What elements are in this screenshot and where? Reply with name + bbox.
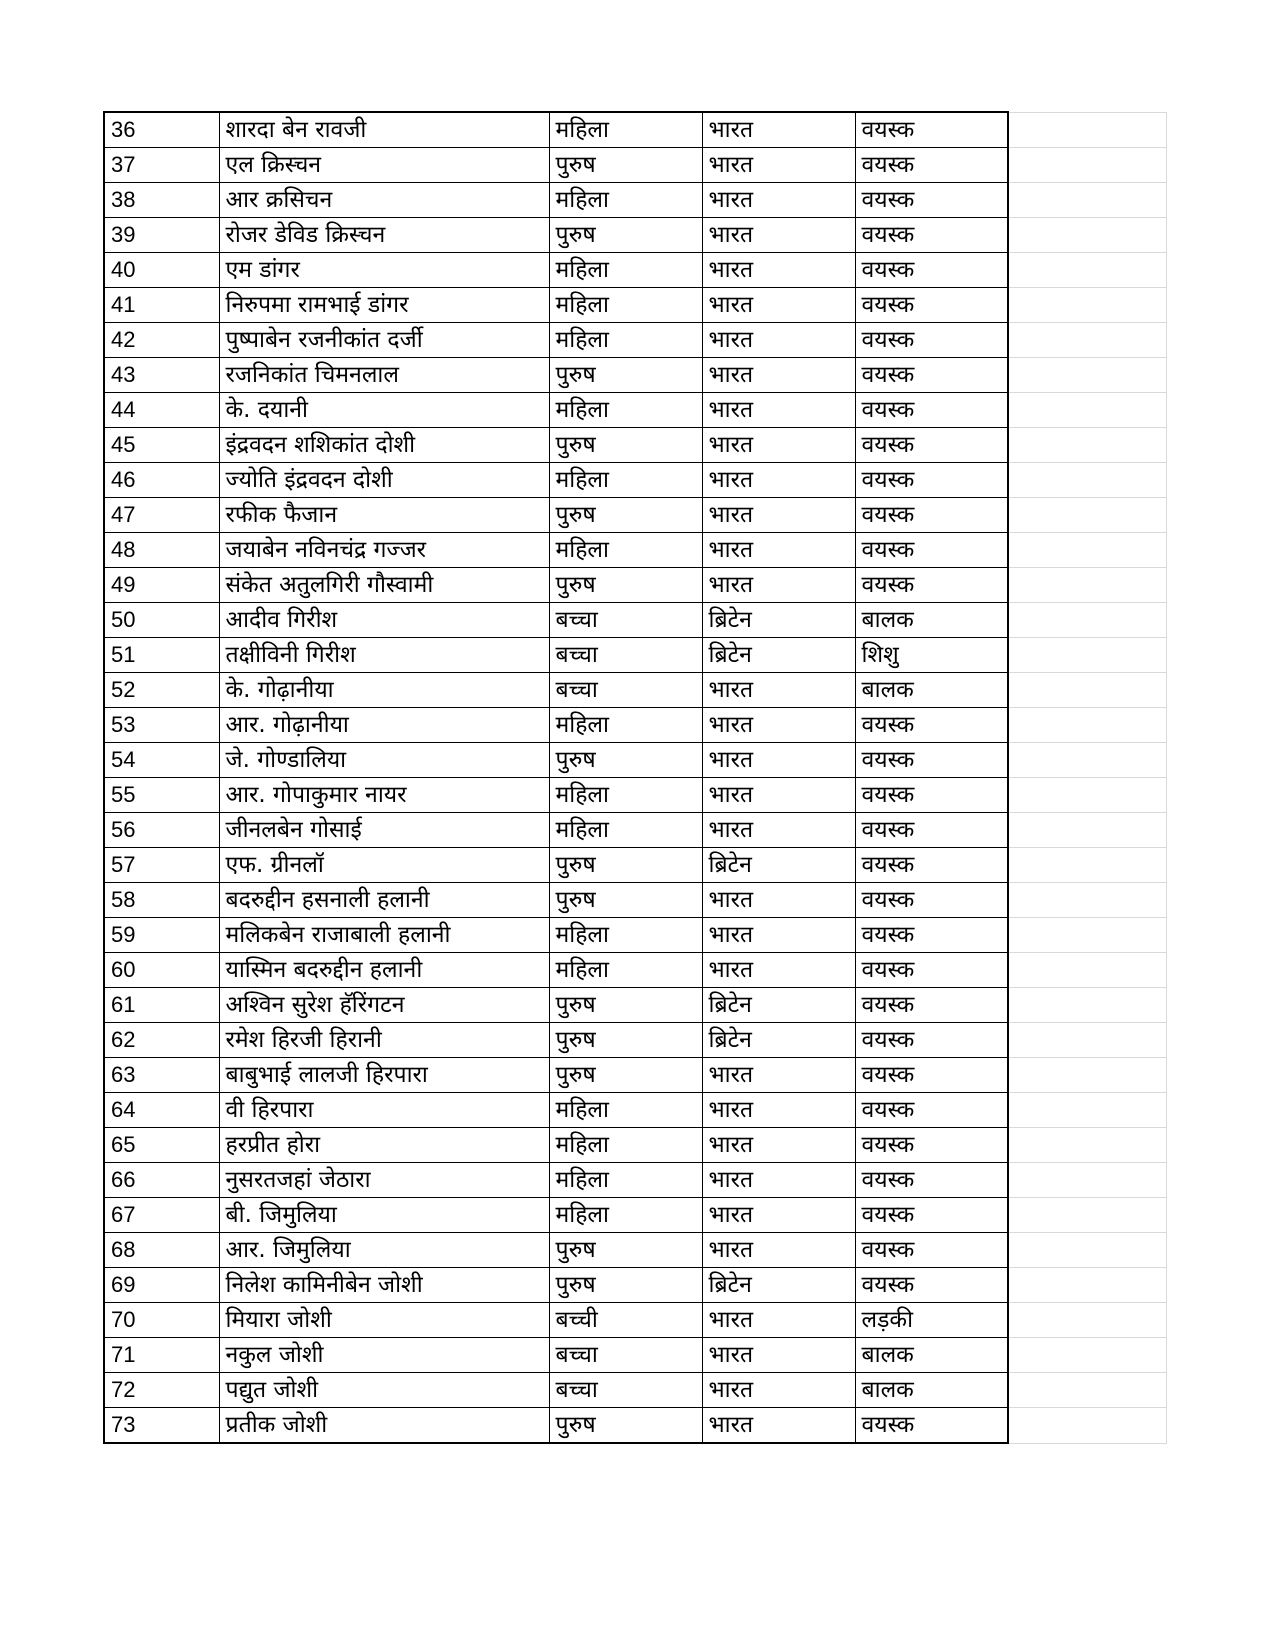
name-cell: वी हिरपारा: [219, 1093, 549, 1128]
table-row: [104, 323, 1166, 358]
empty-cell: [1008, 183, 1166, 218]
country-cell: भारत: [702, 1058, 855, 1093]
table-row: [104, 218, 1166, 253]
age-group-cell: वयस्क: [855, 183, 1008, 218]
serial-number-cell: 39: [104, 218, 219, 253]
country-cell: भारत: [702, 673, 855, 708]
age-group-cell: वयस्क: [855, 1233, 1008, 1268]
age-group-cell: वयस्क: [855, 1058, 1008, 1093]
country-cell: भारत: [702, 1408, 855, 1444]
table-row: [104, 393, 1166, 428]
country-cell: भारत: [702, 253, 855, 288]
country-cell: ब्रिटेन: [702, 848, 855, 883]
gender-cell: पुरुष: [549, 1268, 702, 1303]
country-cell: भारत: [702, 463, 855, 498]
serial-number-cell: 57: [104, 848, 219, 883]
country-cell: भारत: [702, 183, 855, 218]
serial-number-cell: 59: [104, 918, 219, 953]
gender-cell: महिला: [549, 953, 702, 988]
serial-number-cell: 47: [104, 498, 219, 533]
table-row: [104, 603, 1166, 638]
name-cell: संकेत अतुलगिरी गौस्वामी: [219, 568, 549, 603]
serial-number-cell: 69: [104, 1268, 219, 1303]
serial-number-cell: 50: [104, 603, 219, 638]
empty-cell: [1008, 288, 1166, 323]
gender-cell: महिला: [549, 778, 702, 813]
name-cell: एल क्रिस्चन: [219, 148, 549, 183]
name-cell: एम डांगर: [219, 253, 549, 288]
serial-number-cell: 46: [104, 463, 219, 498]
age-group-cell: शिशु: [855, 638, 1008, 673]
serial-number-cell: 53: [104, 708, 219, 743]
country-cell: भारत: [702, 708, 855, 743]
serial-number-cell: 41: [104, 288, 219, 323]
country-cell: ब्रिटेन: [702, 638, 855, 673]
empty-cell: [1008, 358, 1166, 393]
gender-cell: पुरुष: [549, 148, 702, 183]
serial-number-cell: 56: [104, 813, 219, 848]
empty-cell: [1008, 778, 1166, 813]
empty-cell: [1008, 1338, 1166, 1373]
age-group-cell: वयस्क: [855, 988, 1008, 1023]
gender-cell: पुरुष: [549, 743, 702, 778]
table-row: [104, 1408, 1166, 1444]
empty-cell: [1008, 1128, 1166, 1163]
country-cell: ब्रिटेन: [702, 603, 855, 638]
country-cell: भारत: [702, 1163, 855, 1198]
country-cell: भारत: [702, 1093, 855, 1128]
country-cell: भारत: [702, 778, 855, 813]
table-row: [104, 1093, 1166, 1128]
serial-number-cell: 62: [104, 1023, 219, 1058]
table-row: [104, 778, 1166, 813]
table-row: [104, 638, 1166, 673]
empty-cell: [1008, 883, 1166, 918]
empty-cell: [1008, 253, 1166, 288]
name-cell: एफ. ग्रीनलॉ: [219, 848, 549, 883]
serial-number-cell: 55: [104, 778, 219, 813]
gender-cell: महिला: [549, 253, 702, 288]
name-cell: जे. गोण्डालिया: [219, 743, 549, 778]
age-group-cell: वयस्क: [855, 253, 1008, 288]
gender-cell: बच्चा: [549, 1338, 702, 1373]
empty-cell: [1008, 1408, 1166, 1444]
table-row: [104, 1058, 1166, 1093]
name-cell: आर. गोपाकुमार नायर: [219, 778, 549, 813]
table-row: [104, 743, 1166, 778]
gender-cell: महिला: [549, 323, 702, 358]
age-group-cell: बालक: [855, 1373, 1008, 1408]
name-cell: रजनिकांत चिमनलाल: [219, 358, 549, 393]
table-row: [104, 953, 1166, 988]
gender-cell: बच्चा: [549, 603, 702, 638]
name-cell: यास्मिन बदरुद्दीन हलानी: [219, 953, 549, 988]
serial-number-cell: 38: [104, 183, 219, 218]
serial-number-cell: 73: [104, 1408, 219, 1444]
age-group-cell: बालक: [855, 1338, 1008, 1373]
gender-cell: बच्चा: [549, 1373, 702, 1408]
age-group-cell: वयस्क: [855, 1408, 1008, 1444]
document-page: [103, 111, 1165, 1444]
gender-cell: महिला: [549, 708, 702, 743]
serial-number-cell: 45: [104, 428, 219, 463]
country-cell: भारत: [702, 813, 855, 848]
table-row: [104, 673, 1166, 708]
table-row: [104, 1128, 1166, 1163]
table-row: [104, 253, 1166, 288]
age-group-cell: वयस्क: [855, 1093, 1008, 1128]
gender-cell: पुरुष: [549, 1233, 702, 1268]
age-group-cell: वयस्क: [855, 393, 1008, 428]
country-cell: भारत: [702, 358, 855, 393]
country-cell: ब्रिटेन: [702, 1268, 855, 1303]
empty-cell: [1008, 673, 1166, 708]
name-cell: रोजर डेविड क्रिस्चन: [219, 218, 549, 253]
table-row: [104, 1163, 1166, 1198]
serial-number-cell: 51: [104, 638, 219, 673]
country-cell: ब्रिटेन: [702, 1023, 855, 1058]
gender-cell: पुरुष: [549, 988, 702, 1023]
gender-cell: महिला: [549, 112, 702, 148]
age-group-cell: वयस्क: [855, 953, 1008, 988]
name-cell: के. गोढ़ानीया: [219, 673, 549, 708]
gender-cell: महिला: [549, 288, 702, 323]
name-cell: मियारा जोशी: [219, 1303, 549, 1338]
serial-number-cell: 52: [104, 673, 219, 708]
name-cell: जीनलबेन गोसाई: [219, 813, 549, 848]
name-cell: बाबुभाई लालजी हिरपारा: [219, 1058, 549, 1093]
age-group-cell: वयस्क: [855, 1128, 1008, 1163]
name-cell: आर. गोढ़ानीया: [219, 708, 549, 743]
age-group-cell: वयस्क: [855, 883, 1008, 918]
name-cell: इंद्रवदन शशिकांत दोशी: [219, 428, 549, 463]
empty-cell: [1008, 813, 1166, 848]
gender-cell: पुरुष: [549, 358, 702, 393]
country-cell: भारत: [702, 1303, 855, 1338]
empty-cell: [1008, 112, 1166, 148]
empty-cell: [1008, 1198, 1166, 1233]
age-group-cell: वयस्क: [855, 288, 1008, 323]
serial-number-cell: 54: [104, 743, 219, 778]
serial-number-cell: 48: [104, 533, 219, 568]
age-group-cell: वयस्क: [855, 1198, 1008, 1233]
table-row: [104, 918, 1166, 953]
serial-number-cell: 42: [104, 323, 219, 358]
age-group-cell: वयस्क: [855, 1268, 1008, 1303]
name-cell: निलेश कामिनीबेन जोशी: [219, 1268, 549, 1303]
serial-number-cell: 68: [104, 1233, 219, 1268]
age-group-cell: वयस्क: [855, 568, 1008, 603]
empty-cell: [1008, 218, 1166, 253]
serial-number-cell: 70: [104, 1303, 219, 1338]
age-group-cell: वयस्क: [855, 1023, 1008, 1058]
name-cell: शारदा बेन रावजी: [219, 112, 549, 148]
gender-cell: पुरुष: [549, 218, 702, 253]
name-cell: हरप्रीत होरा: [219, 1128, 549, 1163]
serial-number-cell: 36: [104, 112, 219, 148]
country-cell: भारत: [702, 743, 855, 778]
name-cell: के. दयानी: [219, 393, 549, 428]
gender-cell: बच्चा: [549, 673, 702, 708]
table-row: [104, 813, 1166, 848]
serial-number-cell: 71: [104, 1338, 219, 1373]
gender-cell: महिला: [549, 1198, 702, 1233]
age-group-cell: वयस्क: [855, 1163, 1008, 1198]
gender-cell: पुरुष: [549, 498, 702, 533]
table-row: [104, 183, 1166, 218]
table-row: [104, 708, 1166, 743]
empty-cell: [1008, 1058, 1166, 1093]
age-group-cell: वयस्क: [855, 112, 1008, 148]
table-row: [104, 428, 1166, 463]
serial-number-cell: 66: [104, 1163, 219, 1198]
empty-cell: [1008, 1268, 1166, 1303]
gender-cell: पुरुष: [549, 568, 702, 603]
name-cell: प्रतीक जोशी: [219, 1408, 549, 1444]
table-row: [104, 463, 1166, 498]
country-cell: भारत: [702, 883, 855, 918]
gender-cell: महिला: [549, 463, 702, 498]
name-cell: निरुपमा रामभाई डांगर: [219, 288, 549, 323]
serial-number-cell: 63: [104, 1058, 219, 1093]
country-cell: भारत: [702, 112, 855, 148]
country-cell: भारत: [702, 568, 855, 603]
table-row: [104, 1268, 1166, 1303]
country-cell: भारत: [702, 393, 855, 428]
country-cell: भारत: [702, 323, 855, 358]
table-row: [104, 568, 1166, 603]
country-cell: भारत: [702, 428, 855, 463]
name-cell: आदीव गिरीश: [219, 603, 549, 638]
gender-cell: महिला: [549, 1093, 702, 1128]
empty-cell: [1008, 708, 1166, 743]
table-row: [104, 498, 1166, 533]
serial-number-cell: 61: [104, 988, 219, 1023]
empty-cell: [1008, 1233, 1166, 1268]
serial-number-cell: 43: [104, 358, 219, 393]
serial-number-cell: 44: [104, 393, 219, 428]
table-row: [104, 1338, 1166, 1373]
country-cell: भारत: [702, 218, 855, 253]
gender-cell: महिला: [549, 1163, 702, 1198]
serial-number-cell: 60: [104, 953, 219, 988]
name-cell: बी. जिमुलिया: [219, 1198, 549, 1233]
name-cell: नकुल जोशी: [219, 1338, 549, 1373]
table-row: [104, 988, 1166, 1023]
name-cell: पुष्पाबेन रजनीकांत दर्जी: [219, 323, 549, 358]
serial-number-cell: 40: [104, 253, 219, 288]
country-cell: भारत: [702, 918, 855, 953]
empty-cell: [1008, 1163, 1166, 1198]
empty-cell: [1008, 743, 1166, 778]
table-row: [104, 533, 1166, 568]
age-group-cell: वयस्क: [855, 743, 1008, 778]
age-group-cell: लड़की: [855, 1303, 1008, 1338]
country-cell: भारत: [702, 1198, 855, 1233]
gender-cell: पुरुष: [549, 1058, 702, 1093]
age-group-cell: वयस्क: [855, 358, 1008, 393]
empty-cell: [1008, 918, 1166, 953]
gender-cell: महिला: [549, 813, 702, 848]
age-group-cell: वयस्क: [855, 218, 1008, 253]
gender-cell: महिला: [549, 1128, 702, 1163]
table-row: [104, 288, 1166, 323]
age-group-cell: वयस्क: [855, 428, 1008, 463]
country-cell: ब्रिटेन: [702, 988, 855, 1023]
country-cell: भारत: [702, 498, 855, 533]
empty-cell: [1008, 323, 1166, 358]
name-cell: आर क्रसिचन: [219, 183, 549, 218]
name-cell: ज्योति इंद्रवदन दोशी: [219, 463, 549, 498]
age-group-cell: बालक: [855, 673, 1008, 708]
country-cell: भारत: [702, 533, 855, 568]
name-cell: बदरुद्दीन हसनाली हलानी: [219, 883, 549, 918]
gender-cell: पुरुष: [549, 428, 702, 463]
serial-number-cell: 72: [104, 1373, 219, 1408]
country-cell: भारत: [702, 953, 855, 988]
serial-number-cell: 64: [104, 1093, 219, 1128]
name-cell: रमेश हिरजी हिरानी: [219, 1023, 549, 1058]
name-cell: अश्विन सुरेश हॅरिंगटन: [219, 988, 549, 1023]
gender-cell: पुरुष: [549, 883, 702, 918]
age-group-cell: वयस्क: [855, 463, 1008, 498]
serial-number-cell: 58: [104, 883, 219, 918]
gender-cell: महिला: [549, 393, 702, 428]
table-row: [104, 358, 1166, 393]
empty-cell: [1008, 148, 1166, 183]
name-cell: आर. जिमुलिया: [219, 1233, 549, 1268]
gender-cell: बच्ची: [549, 1303, 702, 1338]
gender-cell: पुरुष: [549, 1408, 702, 1444]
country-cell: भारत: [702, 288, 855, 323]
table-row: [104, 883, 1166, 918]
empty-cell: [1008, 533, 1166, 568]
name-cell: नुसरतजहां जेठारा: [219, 1163, 549, 1198]
empty-cell: [1008, 1023, 1166, 1058]
name-cell: मलिकबेन राजाबाली हलानी: [219, 918, 549, 953]
table-row: [104, 112, 1166, 148]
gender-cell: महिला: [549, 183, 702, 218]
name-cell: पद्युत जोशी: [219, 1373, 549, 1408]
empty-cell: [1008, 988, 1166, 1023]
country-cell: भारत: [702, 1338, 855, 1373]
age-group-cell: वयस्क: [855, 498, 1008, 533]
name-cell: जयाबेन नविनचंद्र गज्जर: [219, 533, 549, 568]
country-cell: भारत: [702, 1233, 855, 1268]
serial-number-cell: 65: [104, 1128, 219, 1163]
empty-cell: [1008, 498, 1166, 533]
age-group-cell: वयस्क: [855, 813, 1008, 848]
empty-cell: [1008, 638, 1166, 673]
serial-number-cell: 49: [104, 568, 219, 603]
age-group-cell: वयस्क: [855, 148, 1008, 183]
age-group-cell: बालक: [855, 603, 1008, 638]
table-row: [104, 1373, 1166, 1408]
passenger-table: [103, 111, 1167, 1444]
table-row: [104, 1233, 1166, 1268]
country-cell: भारत: [702, 1128, 855, 1163]
empty-cell: [1008, 463, 1166, 498]
name-cell: रफीक फैजान: [219, 498, 549, 533]
table-row: [104, 848, 1166, 883]
empty-cell: [1008, 1093, 1166, 1128]
empty-cell: [1008, 603, 1166, 638]
table-row: [104, 148, 1166, 183]
empty-cell: [1008, 393, 1166, 428]
age-group-cell: वयस्क: [855, 323, 1008, 358]
empty-cell: [1008, 1373, 1166, 1408]
empty-cell: [1008, 848, 1166, 883]
country-cell: भारत: [702, 1373, 855, 1408]
age-group-cell: वयस्क: [855, 778, 1008, 813]
gender-cell: पुरुष: [549, 1023, 702, 1058]
serial-number-cell: 67: [104, 1198, 219, 1233]
age-group-cell: वयस्क: [855, 708, 1008, 743]
age-group-cell: वयस्क: [855, 918, 1008, 953]
gender-cell: बच्चा: [549, 638, 702, 673]
table-row: [104, 1198, 1166, 1233]
empty-cell: [1008, 1303, 1166, 1338]
serial-number-cell: 37: [104, 148, 219, 183]
table-body: [104, 112, 1166, 1443]
gender-cell: महिला: [549, 533, 702, 568]
table-row: [104, 1303, 1166, 1338]
table-row: [104, 1023, 1166, 1058]
country-cell: भारत: [702, 148, 855, 183]
gender-cell: पुरुष: [549, 848, 702, 883]
age-group-cell: वयस्क: [855, 533, 1008, 568]
gender-cell: महिला: [549, 918, 702, 953]
name-cell: तक्षीविनी गिरीश: [219, 638, 549, 673]
empty-cell: [1008, 568, 1166, 603]
age-group-cell: वयस्क: [855, 848, 1008, 883]
empty-cell: [1008, 428, 1166, 463]
empty-cell: [1008, 953, 1166, 988]
